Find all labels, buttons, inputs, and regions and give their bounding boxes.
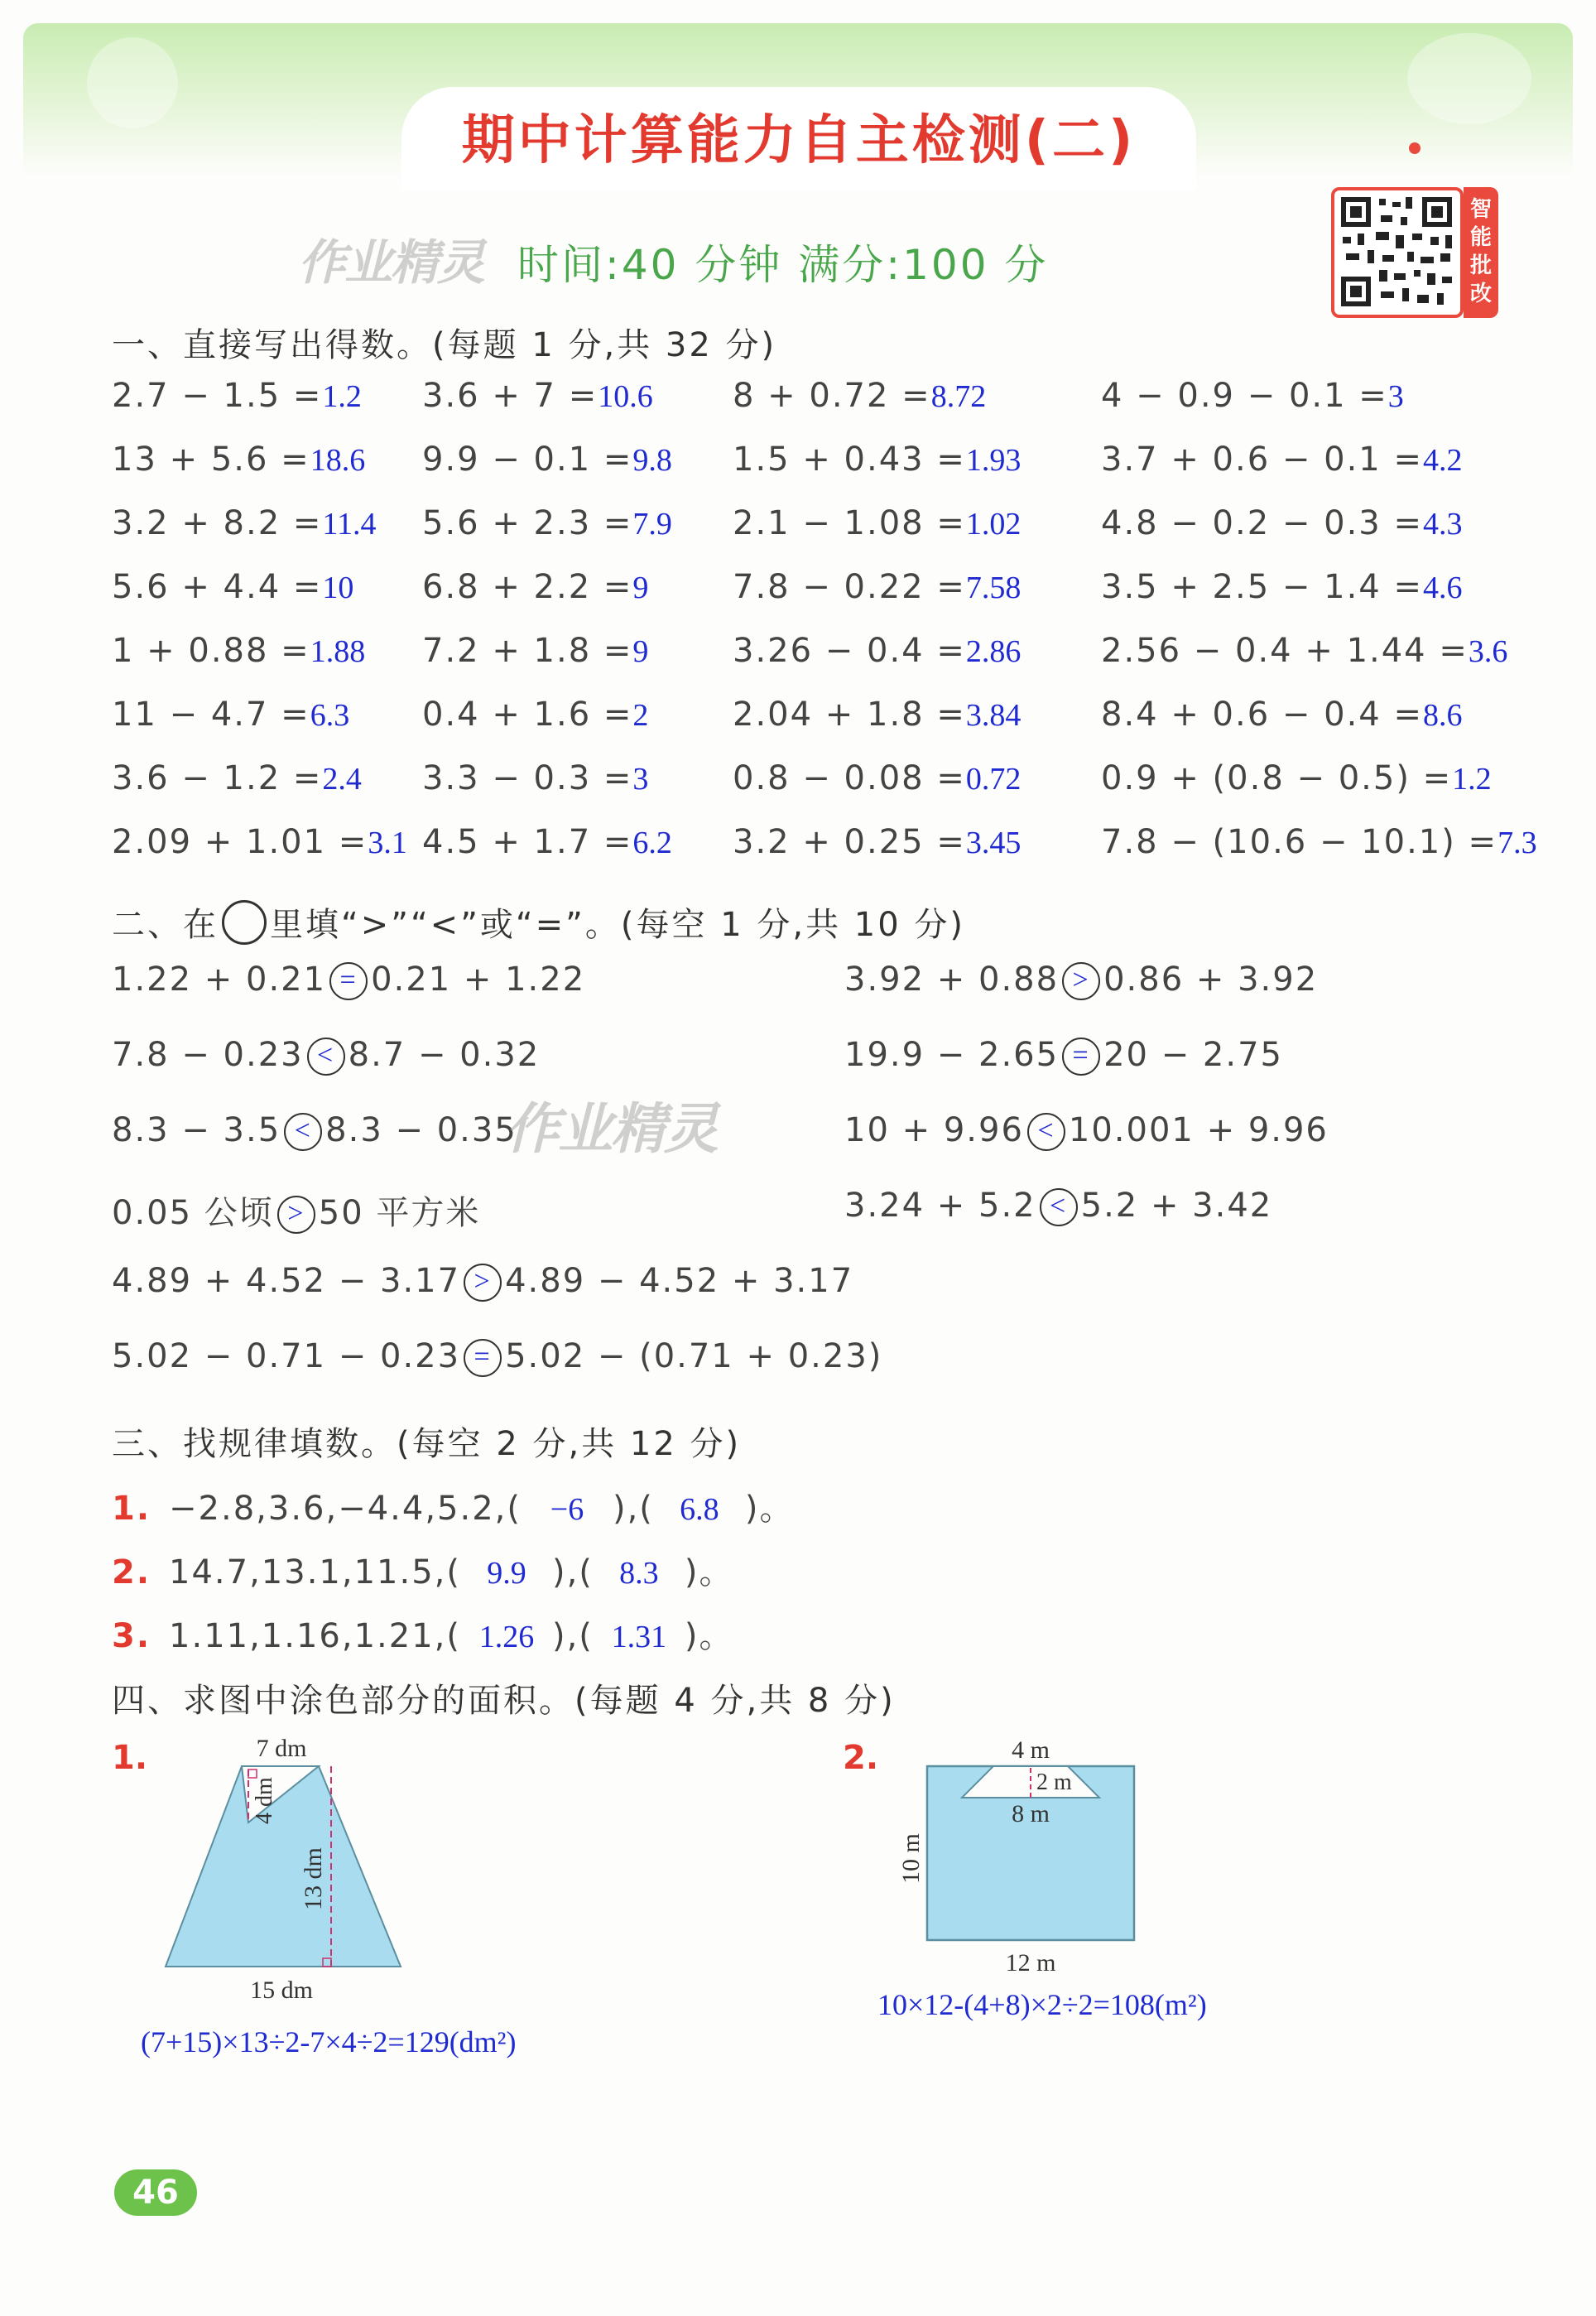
calc-question: 6.8 + 2.2 = — [422, 568, 633, 606]
compare-right: 0.21 + 1.22 — [371, 961, 586, 999]
pattern-item — [112, 1610, 734, 1657]
compare-left: 19.9 − 2.65 — [844, 1036, 1060, 1074]
calc-question: 2.1 − 1.08 = — [733, 504, 966, 542]
compare-right: 5.2 + 3.42 — [1080, 1187, 1273, 1225]
calc-answer: 18.6 — [310, 443, 366, 478]
calc-question: 2.56 − 0.4 + 1.44 = — [1101, 632, 1469, 670]
calc-question: 3.2 + 0.25 = — [733, 823, 966, 861]
pattern-number: 1. — [112, 1490, 151, 1528]
calc-item — [422, 568, 648, 606]
compare-left: 1.22 + 0.21 — [112, 961, 327, 999]
calc-question: 0.9 + (0.8 − 0.5) = — [1101, 759, 1453, 797]
calc-answer: 9 — [632, 634, 649, 669]
calc-item — [733, 696, 1021, 734]
compare-item — [112, 1337, 882, 1377]
fig1-big-height-label: 13 dm — [300, 1847, 327, 1910]
calc-answer: 1.88 — [310, 634, 366, 669]
figure1-answer: (7+15)×13÷2-7×4÷2=129(dm²) — [141, 2025, 517, 2058]
figure2-answer: 10×12-(4+8)×2÷2=108(m²) — [877, 1988, 1207, 2021]
compare-symbol: > — [1062, 962, 1100, 1000]
compare-symbol: > — [277, 1196, 315, 1234]
calc-answer: 8.72 — [930, 379, 987, 414]
calc-item — [733, 759, 1021, 797]
calc-question: 2.09 + 1.01 = — [112, 823, 368, 861]
calc-item — [733, 568, 1021, 606]
pattern-end: )。 — [684, 1553, 734, 1591]
calc-item — [1101, 568, 1462, 606]
calc-answer: 7.3 — [1497, 826, 1537, 860]
calc-item — [1101, 632, 1507, 670]
watermark: 作业精灵 — [505, 1097, 717, 1161]
compare-left: 3.24 + 5.2 — [844, 1187, 1036, 1225]
calc-item — [422, 441, 672, 479]
fig1-top-label: 7 dm — [256, 1735, 307, 1762]
compare-left: 3.92 + 0.88 — [844, 961, 1060, 999]
calc-question: 0.4 + 1.6 = — [422, 696, 633, 734]
page-number-badge: 46 — [114, 2169, 197, 2216]
compare-right: 4.89 − 4.52 + 3.17 — [505, 1262, 854, 1300]
calc-question: 4.8 − 0.2 − 0.3 = — [1101, 504, 1423, 542]
calc-question: 8 + 0.72 = — [733, 377, 931, 415]
calc-item — [422, 823, 672, 861]
calc-item — [112, 823, 407, 861]
circle-icon — [222, 900, 267, 945]
compare-item — [844, 1036, 1283, 1076]
compare-symbol: = — [329, 962, 368, 1000]
qr-pattern — [1334, 190, 1460, 315]
calc-answer: 4.3 — [1422, 507, 1463, 542]
figure2-diagram — [886, 1726, 1151, 1983]
compare-left: 10 + 9.96 — [844, 1111, 1024, 1149]
calc-answer: 4.2 — [1422, 443, 1463, 478]
calc-item — [112, 632, 365, 670]
calc-answer: 2 — [632, 698, 649, 733]
pattern-answer-2: 6.8 — [680, 1492, 719, 1527]
figure2-number: 2. — [843, 1739, 879, 1777]
calc-item — [112, 377, 362, 415]
time-info: 时间:40 分钟 满分:100 分 — [517, 241, 1049, 289]
calc-item — [422, 632, 648, 670]
calc-item — [112, 759, 362, 797]
calc-answer: 2.4 — [322, 762, 362, 797]
compare-item — [844, 1111, 1329, 1151]
calc-item — [1101, 377, 1404, 415]
pattern-answer-1: 1.26 — [478, 1620, 535, 1654]
fig2-top-label: 4 m — [1012, 1736, 1050, 1764]
fig2-tri-height-label: 2 m — [1036, 1770, 1072, 1795]
calc-question: 8.4 + 0.6 − 0.4 = — [1101, 696, 1423, 734]
calc-item — [422, 696, 648, 734]
calc-item — [733, 823, 1021, 861]
calc-item — [733, 504, 1021, 542]
compare-right: 50 平方米 — [318, 1194, 481, 1232]
compare-symbol: = — [464, 1339, 502, 1377]
fig2-side-label: 10 m — [897, 1833, 925, 1884]
fig2-bottom-label: 12 m — [1005, 1949, 1056, 1977]
calc-item — [1101, 823, 1537, 861]
compare-left: 4.89 + 4.52 − 3.17 — [112, 1262, 461, 1300]
calc-answer: 1.2 — [322, 379, 362, 414]
calc-question: 9.9 − 0.1 = — [422, 441, 633, 479]
section2-heading-pre: 二、在 — [112, 906, 219, 944]
calc-question: 4 − 0.9 − 0.1 = — [1101, 377, 1388, 415]
compare-symbol: < — [1027, 1113, 1065, 1151]
calc-item — [1101, 441, 1462, 479]
calc-answer: 3.84 — [965, 698, 1022, 733]
calc-item — [733, 441, 1021, 479]
calc-answer: 8.6 — [1422, 698, 1463, 733]
compare-left: 0.05 公顷 — [112, 1194, 274, 1232]
compare-item — [112, 1111, 517, 1151]
calc-answer: 6.3 — [310, 698, 350, 733]
compare-right: 8.3 − 0.35 — [325, 1111, 517, 1149]
figure1-number: 1. — [112, 1739, 148, 1777]
section1-heading: 一、直接写出得数。(每题 1 分,共 32 分) — [112, 326, 777, 364]
calc-answer: 2.86 — [965, 634, 1022, 669]
calc-item — [1101, 759, 1492, 797]
pattern-end: )。 — [684, 1617, 734, 1655]
calc-answer: 4.6 — [1422, 571, 1463, 605]
calc-question: 3.6 + 7 = — [422, 377, 598, 415]
calc-question: 7.8 − 0.22 = — [733, 568, 966, 606]
calc-item — [112, 441, 365, 479]
section3-heading: 三、找规律填数。(每空 2 分,共 12 分) — [112, 1425, 742, 1463]
compare-symbol: < — [1040, 1188, 1078, 1226]
calc-answer: 6.2 — [632, 826, 672, 860]
calc-question: 2.04 + 1.8 = — [733, 696, 966, 734]
pattern-answer-2: 1.31 — [611, 1620, 667, 1654]
calc-question: 1 + 0.88 = — [112, 632, 310, 670]
pattern-end: )。 — [744, 1490, 795, 1528]
calc-answer: 3 — [632, 762, 649, 797]
calc-answer: 3.1 — [368, 826, 407, 860]
pattern-number: 3. — [112, 1617, 151, 1655]
fig2-tri-base-label: 8 m — [1012, 1800, 1050, 1827]
compare-symbol: < — [307, 1038, 345, 1076]
page-title: 期中计算能力自主检测(二) — [461, 110, 1137, 171]
calc-item — [112, 504, 377, 542]
pattern-item — [112, 1482, 795, 1529]
qr-hanger-icon — [1409, 142, 1421, 154]
pattern-sequence: 14.7,13.1,11.5,( — [169, 1553, 461, 1591]
pattern-separator: ),( — [551, 1553, 594, 1591]
calc-question: 3.6 − 1.2 = — [112, 759, 323, 797]
calc-question: 7.2 + 1.8 = — [422, 632, 633, 670]
calc-item — [112, 696, 349, 734]
calc-answer: 9 — [632, 571, 649, 605]
figure1-diagram — [149, 1726, 430, 2008]
calc-question: 3.7 + 0.6 − 0.1 = — [1101, 441, 1423, 479]
calc-question: 4.5 + 1.7 = — [422, 823, 633, 861]
calc-answer: 1.02 — [965, 507, 1022, 542]
calc-answer: 3.6 — [1468, 634, 1508, 669]
compare-item — [112, 961, 585, 1000]
compare-item — [112, 1036, 540, 1076]
pattern-sequence: −2.8,3.6,−4.4,5.2,( — [169, 1490, 522, 1528]
calc-item — [733, 632, 1021, 670]
pattern-number: 2. — [112, 1553, 151, 1591]
calc-answer: 10 — [322, 571, 354, 605]
pattern-answer-1: −6 — [550, 1492, 584, 1527]
calc-question: 2.7 − 1.5 = — [112, 377, 323, 415]
qr-side-text: 智能批改 — [1469, 197, 1492, 306]
calc-question: 0.8 − 0.08 = — [733, 759, 966, 797]
compare-symbol: = — [1062, 1038, 1100, 1076]
calc-answer: 3.45 — [965, 826, 1022, 860]
calc-answer: 1.93 — [965, 443, 1022, 478]
pattern-answer-1: 9.9 — [487, 1556, 526, 1591]
calc-answer: 11.4 — [322, 507, 377, 542]
calc-item — [112, 568, 353, 606]
calc-answer: 0.72 — [965, 762, 1022, 797]
compare-item — [112, 1187, 480, 1234]
compare-item — [112, 1262, 853, 1302]
qr-code-icon[interactable] — [1331, 187, 1464, 318]
decorative-bubble — [1407, 33, 1531, 124]
section4-heading: 四、求图中涂色部分的面积。(每题 4 分,共 8 分) — [112, 1682, 896, 1720]
calc-answer: 10.6 — [598, 379, 653, 414]
calc-item — [422, 377, 653, 415]
pattern-sequence: 1.11,1.16,1.21,( — [169, 1617, 461, 1655]
calc-item — [422, 759, 648, 797]
calc-question: 13 + 5.6 = — [112, 441, 310, 479]
compare-right: 5.02 − (0.71 + 0.23) — [505, 1337, 883, 1375]
calc-item — [1101, 504, 1462, 542]
calc-question: 3.2 + 8.2 = — [112, 504, 323, 542]
pattern-separator: ),( — [612, 1490, 654, 1528]
compare-right: 20 − 2.75 — [1103, 1036, 1283, 1074]
calc-answer: 1.2 — [1452, 762, 1492, 797]
compare-left: 7.8 − 0.23 — [112, 1036, 304, 1074]
compare-item — [844, 1187, 1272, 1226]
calc-answer: 7.9 — [632, 507, 672, 542]
calc-answer: 7.58 — [965, 571, 1022, 605]
compare-right: 0.86 + 3.92 — [1103, 961, 1319, 999]
compare-right: 8.7 − 0.32 — [348, 1036, 541, 1074]
calc-question: 5.6 + 2.3 = — [422, 504, 633, 542]
watermark: 作业精灵 — [298, 234, 484, 291]
compare-right: 10.001 + 9.96 — [1068, 1111, 1329, 1149]
compare-symbol: < — [284, 1113, 322, 1151]
calc-question: 7.8 − (10.6 − 10.1) = — [1101, 823, 1498, 861]
calc-question: 3.3 − 0.3 = — [422, 759, 633, 797]
compare-left: 8.3 − 3.5 — [112, 1111, 281, 1149]
compare-left: 5.02 − 0.71 − 0.23 — [112, 1337, 461, 1375]
fig1-small-height-label: 4 dm — [252, 1777, 277, 1824]
compare-symbol: > — [464, 1264, 502, 1302]
calc-item — [733, 377, 986, 415]
pattern-item — [112, 1546, 734, 1593]
calc-answer: 9.8 — [632, 443, 672, 478]
decorative-bubble — [87, 37, 178, 128]
calc-question: 5.6 + 4.4 = — [112, 568, 323, 606]
calc-question: 3.5 + 2.5 − 1.4 = — [1101, 568, 1423, 606]
calc-question: 11 − 4.7 = — [112, 696, 310, 734]
section2-heading — [112, 898, 965, 946]
calc-question: 3.26 − 0.4 = — [733, 632, 966, 670]
fig1-bottom-label: 15 dm — [250, 1977, 313, 2004]
calc-question: 1.5 + 0.43 = — [733, 441, 966, 479]
compare-item — [844, 961, 1318, 1000]
section2-heading-post: 里填“>”“<”或“=”。(每空 1 分,共 10 分) — [270, 906, 966, 944]
pattern-answer-2: 8.3 — [619, 1556, 659, 1591]
calc-item — [422, 504, 672, 542]
calc-item — [1101, 696, 1462, 734]
pattern-separator: ),( — [551, 1617, 594, 1655]
calc-answer: 3 — [1387, 379, 1404, 414]
